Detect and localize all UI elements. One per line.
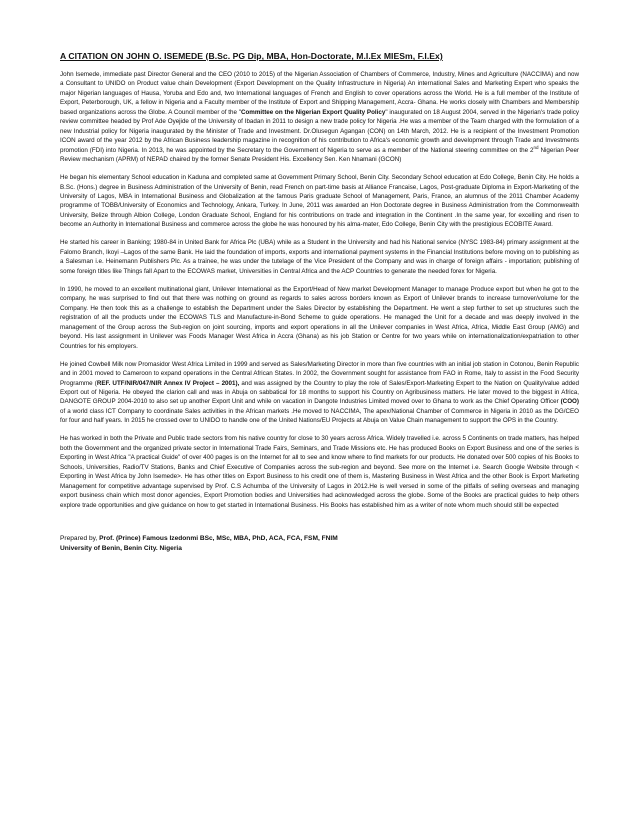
project-reference: REF. UTF/NIR/047/NIR Annex IV Project – 2001),	[96, 379, 240, 387]
career-text-c: and was assigned by the Country to play the role of Sales/Export-Marketing Expert to the Nation on Quality/value added Export out of Nigeria. He obeyed the clarion call and was in Abuja on sabbatical for 18 months to support his Country on Agribusiness matters. He later moved to the biggest in Africa, DANGOTE GROUP 2004-2010 to also set up another Export Unit and while on vacation in Dangote Industries Limited moved over to Ghana to work as the Chief Operating Officer	[60, 379, 579, 406]
preparer-affiliation: University of Benin, Benin City. Nigeria	[60, 545, 182, 552]
ordinal-suffix: nd	[533, 144, 539, 150]
paragraph-cowbell-dangote	[60, 360, 579, 426]
preparer-name: Prof. (Prince) Famous Izedonmi BSc, MSc, MBA, PhD, ACA, FCA, FSM, FNIM	[99, 535, 338, 542]
document-title: A CITATION ON JOHN O. ISEMEDE (B.Sc. PG Dip, MBA, Hon-Doctorate, M.I.Ex MIESm, F.I.Ex)	[60, 51, 443, 61]
paragraph-banking-career: He started his career in Banking; 1980-84 in United Bank for Africa Plc (UBA) while as a Student in the University and had his National service (NYSC 1983-84) primary assignment at the Falomo Branch, Ikoyi –Lagos of the same Bank. He laid the foundation of imports, exports and international payment systems in the Financial Institutions before moving on to publishing as a Salesman i.e. Heinemann Publishers Plc. As a trainee, he was under the tutelage of the Vice President of the Company and was in charge of foreign affairs - importation; publishing of some foreign titles like Things fall Apart to the ECOWAS market, Universities in Central Africa and the ACP Countries to generate the needed forex for Nigeria.	[60, 239, 579, 275]
paragraph-publications: He has worked in both the Private and Public trade sectors from his native country for close to 30 years across Africa. Widely travelled i.e. across 5 Continents on trade matters, has helped both the Government and the organized private sector in International Trade Fairs, Seminars, and Trade Missions etc. He has produced Books on Export Business and one of the series is Exporting in West Africa "A practical Guide" of over 400 pages is on the Internet for all to see and know where to find markets for our products. He donated over 500 copies of his Books to Schools, Universities, Radio/TV Stations, Banks and Chief Executive of Companies across the sub-region and beyond. See more on the Internet i.e. Search Google Website through < Exporting in West Africa by John Isemede>. He has other titles on Export Business to his credit one of them is, Mastering Business in West Africa and the other Book is Export Marketing Management for competitive advantage supervised by Prof. C.S Achumba of the University of Lagos in 2012.He is well versed in some of the pitfalls of selling overseas and managing export business chain which most donor agencies, Export Promotion bodies and Universities had acknowledged across the globe. Some of the Books are practical guides to help others explore trade opportunities and give guidance on how to get started in International Business. His Books has established him as a writer of note whom much should still be expected	[60, 435, 579, 509]
committee-name: Committee on the Nigerian Export Quality Policy	[240, 108, 386, 116]
paragraph-introduction	[60, 70, 579, 165]
coo-abbreviation: (COO)	[560, 398, 579, 406]
signature-block	[60, 534, 579, 554]
intro-text-d: Nigerian Peer Review mechanism (APRM) of NEPAD chaired by the former Senate President His. Excellency Sen. Ken Nnamani (GCON)	[60, 146, 580, 164]
document-page	[60, 51, 579, 554]
career-text-e: of a world class ICT Company to coordinate Sales activities in the African markets .He moved to NACCIMA, The apex/National Chamber of Commerce in Nigeria in 2010 as the DG/CEO for four and half years. In 2015 he crossed over to UNIDO to handle one of the United Nations/EU Projects at Abuja on Value Chain management to support the OPS in the Country.	[60, 407, 579, 425]
paragraph-education: He began his elementary School education in Kaduna and completed same at Government Primary School, Benin City. Secondary School education at Edo College, Benin City. He holds a B.Sc. (Hons.) degree in Business Administration of the University of Benin, read French on part-time basis at Alliance Francaise, Lagos, Post-graduate Diploma in Export-Marketing of the University of Lagos, MBA in International Business and Globalization at the famous Paris graduate School of Management, Paris, France, an alumnus of the 2011 Chamber Academy programme of TOBB/University of Economics and Technology, Ankara, Turkey. In June, 2011 was awarded an Hon Doctorate degree in Business Administration from the Commonwealth University, Belize through Albion College, London Graduate School, England for his contributions on trade and integration in the Continent .In the same year, for excelling and risen to become an Authority in International Business and commerce across the globe he was honoured by his alma-mater, Edo College, Benin City with the prestigious ECOBITE Award.	[60, 174, 579, 229]
prepared-by-line	[60, 534, 579, 544]
intro-text-c: " inaugurated on 18 August 2004, served in the Nigerian's trade policy review committee headed by Prof Ade Oyejide of the University of Ibadan in 2011 to design a new trade policy for Nigeria .He was a member of the Team charged with the formulation of a new Industrial policy for Nigeria inaugurated by the Minister of Trade and Investment. Dr.Olusegun Agangan (CON) on 14th March, 2012. He is a recipient of the Investment Promotion ICON award of the year 2012 by the African Business leadership magazine in recognition of his contribution to Africa's economic growth and development through Trade and Investments promotion (FDI) into Nigeria. In 2013, he was appointed by the Secretary to the Government of Nigeria to serve as a member of the National steering committee on the 2	[60, 108, 580, 154]
career-text-a: He joined Cowbell Milk now Promasidor West Africa Limited in 1999 and served as Sales/Marketing Director in more than five countries with an initial job station in Cotonou, Benin Republic and in 2001 moved to Cameroon to expand operations in the Central African States. In 2002, the Government sought for assistance from FAO in Rome, Italy to assist in the Food Security Programme (	[60, 360, 579, 387]
prepared-by-prefix: Prepared by,	[60, 535, 100, 542]
paragraph-unilever: In 1990, he moved to an excellent multinational giant, Unilever International as the Export/Head of New market Development Manager to manage Produce export but when he got to the company, he was surprised to find out that there was nothing on ground as regards to sales across borders known as Export of Unilever brands to increase turnover/volume for the Company. He then took this as a challenge to establish the Department under the Sales Director by establishing the Department. He went a step further to set up structures such the registration of all the products under the ECOWAS TLS and Manufacture-in-Bond Scheme to guide operations. He managed the Unit for a decade and was deeply involved in the management of the Group across the Sub-region on joint sourcing, imports and export operations in all the Unilever companies in West Africa, Africa, Middle East Group (AMG) and beyond. His last assignment in Unilever was Foods Manager West Africa in Accra (Ghana) as his job Station or Centre for two years while on internationalization/expatriation to other Countries for his employers.	[60, 285, 579, 350]
intro-text-a: John Isemede, immediate past Director General and the CEO (2010 to 2015) of the Nigerian Association of Chambers of Commerce, Industry, Mines and Agriculture (NACCIMA) and now a Consultant to UNIDO on Product value chain Development (Export Development on the Quality Infrastructure in Nigeria) An international Sales and Marketing Expert who speaks the major Nigerian languages of Hausa, Yoruba and Edo and, two International languages of French and English to cover operations across the World. He is a full member of the Institute of Export, Peterborough, UK, a fellow in Nigeria and a Faculty member of the Institute of Export and Shipping Management, Accra- Ghana. He works closely with Chambers and Membership based organizations across the Globe. A Council member of the "	[60, 71, 579, 116]
